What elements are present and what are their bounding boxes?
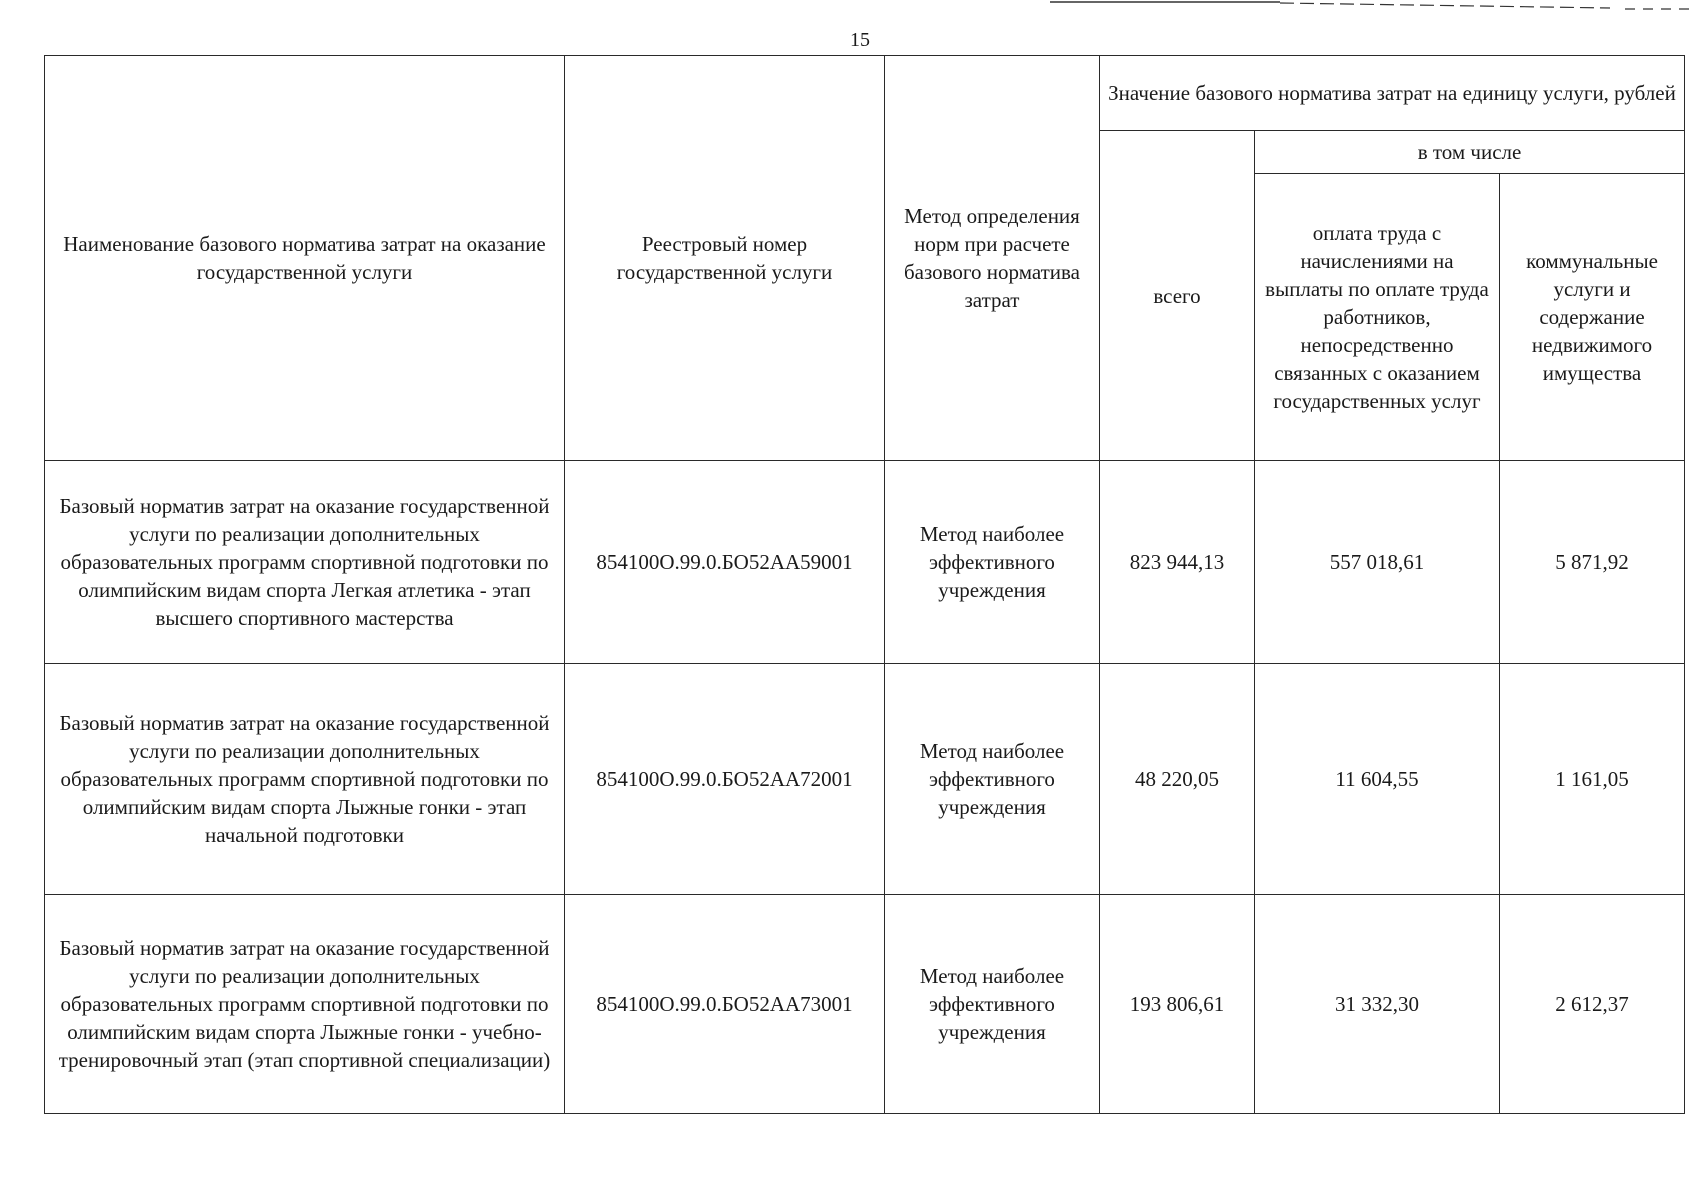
cell-total: 193 806,61 [1100,895,1255,1114]
cell-labor: 11 604,55 [1255,664,1500,895]
header-method: Метод определения норм при расчете базового норматива затрат [885,56,1100,461]
cell-total: 48 220,05 [1100,664,1255,895]
table-row [45,461,1685,664]
norms-table [44,55,1685,1114]
top-rule [1050,0,1690,12]
header-labor: оплата труда с начислениями на выплаты по оплате труда работников, непосредственно связанных с оказанием государственных услуг [1255,174,1500,461]
cell-utilities: 5 871,92 [1500,461,1685,664]
cell-total: 823 944,13 [1100,461,1255,664]
cell-name: Базовый норматив затрат на оказание государственной услуги по реализации дополнительных образовательных программ спортивной подготовки по олимпийским видам спорта Лыжные гонки - этап начальной подготовки [45,664,565,895]
page-number: 15 [850,29,870,51]
cell-utilities: 2 612,37 [1500,895,1685,1114]
cell-registry-number: 854100О.99.0.БО52АА72001 [565,664,885,895]
cell-method: Метод наиболее эффективного учреждения [885,664,1100,895]
cell-method: Метод наиболее эффективного учреждения [885,461,1100,664]
header-including: в том числе [1255,131,1685,174]
header-utilities: коммунальные услуги и содержание недвижимого имущества [1500,174,1685,461]
table-row [45,664,1685,895]
header-row-1 [45,56,1685,131]
header-name: Наименование базового норматива затрат на оказание государственной услуги [45,56,565,461]
header-value-group: Значение базового норматива затрат на единицу услуги, рублей [1100,56,1685,131]
header-registry-number: Реестровый номер государственной услуги [565,56,885,461]
cell-utilities: 1 161,05 [1500,664,1685,895]
cell-registry-number: 854100О.99.0.БО52АА73001 [565,895,885,1114]
header-total: всего [1100,131,1255,461]
cell-registry-number: 854100О.99.0.БО52АА59001 [565,461,885,664]
cell-labor: 557 018,61 [1255,461,1500,664]
cell-labor: 31 332,30 [1255,895,1500,1114]
cell-name: Базовый норматив затрат на оказание государственной услуги по реализации дополнительных образовательных программ спортивной подготовки по олимпийским видам спорта Лыжные гонки - учебно-тренировочный этап (этап спортивной специализации) [45,895,565,1114]
cell-method: Метод наиболее эффективного учреждения [885,895,1100,1114]
table-row [45,895,1685,1114]
cell-name: Базовый норматив затрат на оказание государственной услуги по реализации дополнительных образовательных программ спортивной подготовки по олимпийским видам спорта Легкая атлетика - этап высшего спортивного мастерства [45,461,565,664]
